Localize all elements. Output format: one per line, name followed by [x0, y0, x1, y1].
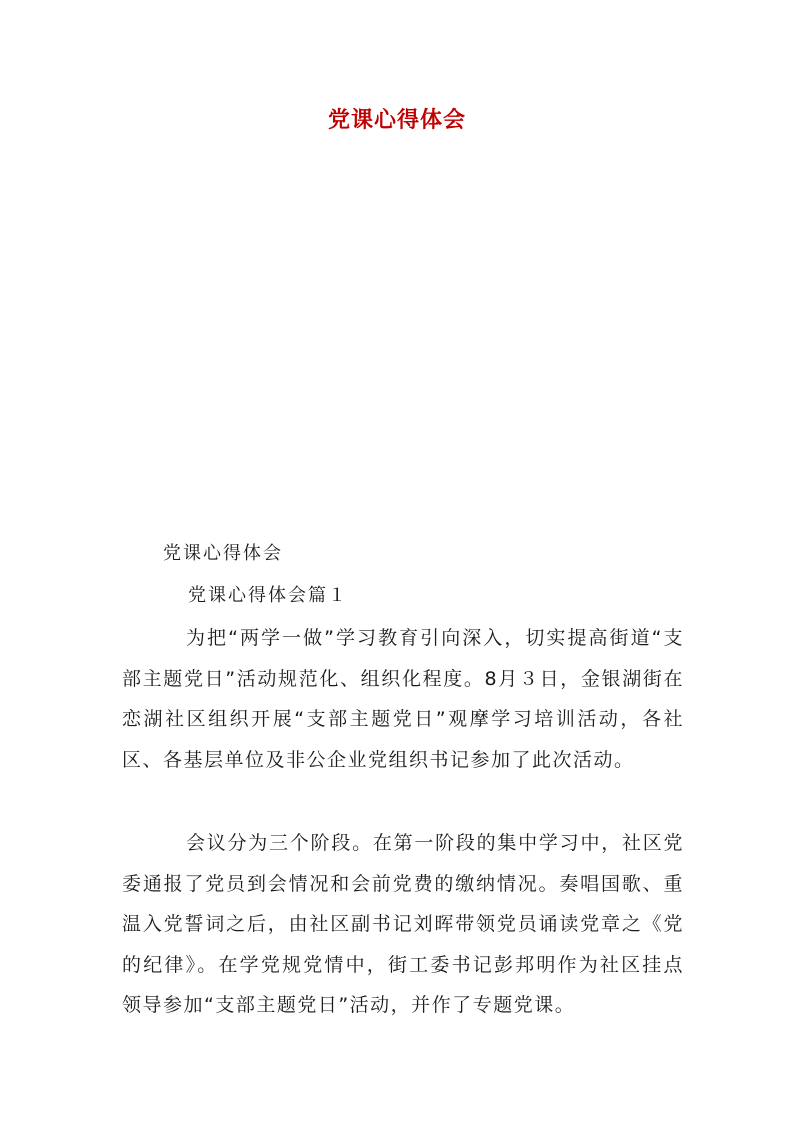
document-title: 党课心得体会 — [327, 107, 466, 133]
section-heading: 党课心得体会篇１ — [188, 585, 348, 606]
subheading: 党课心得体会 — [163, 543, 283, 564]
paragraph-1: 为把“两学一做”学习教育引向深入，切实提高街道“支部主题党日”活动规范化、组织化程度。8月３日，金银湖街在恋湖社区组织开展“支部主题党日”观摩学习培训活动，各社区、各基层单位及非公企业党组织书记参加了此次活动。 — [122, 627, 684, 771]
paragraph-2: 会议分为三个阶段。在第一阶段的集中学习中，社区党委通报了党员到会情况和会前党费的缴纳情况。奏唱国歌、重温入党誓词之后，由社区副书记刘晖带领党员诵读党章之《党的纪律》。在学党规党情中，街工委书记彭邦明作为社区挂点领导参加“支部主题党日”活动，并作了专题党课。 — [122, 832, 684, 1016]
